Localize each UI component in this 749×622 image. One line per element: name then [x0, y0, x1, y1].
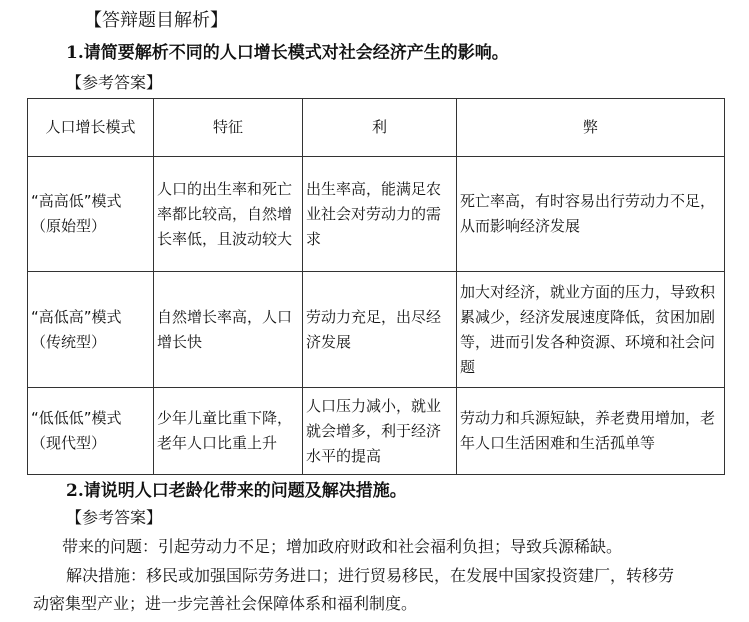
- table-row: [28, 157, 725, 272]
- header-con: 弊: [457, 99, 725, 157]
- mode-cell: “低低低”模式（现代型）: [28, 388, 154, 475]
- population-growth-table: [27, 98, 725, 475]
- con-cell: 劳动力和兵源短缺，养老费用增加，老年人口生活困难和生活孤单等: [457, 388, 725, 475]
- table-row: [28, 272, 725, 388]
- con-cell: 死亡率高，有时容易出行劳动力不足，从而影响经济发展: [457, 157, 725, 272]
- question-1: 1.请简要解析不同的人口增长模式对社会经济产生的影响。: [66, 43, 509, 63]
- pro-cell: 人口压力减小，就业就会增多，利于经济水平的提高: [303, 388, 457, 475]
- measures-paragraph-line-1: 解决措施：移民或加强国际劳务进口；进行贸易移民，在发展中国家投资建厂，转移劳: [66, 566, 675, 585]
- con-cell: 加大对经济，就业方面的压力，导致积累减少，经济发展速度降低，贫困加剧等，进而引发各种资源、环境和社会问题: [457, 272, 725, 388]
- reference-answer-label-2: 【参考答案】: [66, 508, 163, 527]
- feature-cell: 人口的出生率和死亡率都比较高，自然增长率低，且波动较大: [154, 157, 303, 272]
- pro-cell: 劳动力充足，出尽经济发展: [303, 272, 457, 388]
- table-header-row: [28, 99, 725, 157]
- feature-cell: 少年儿童比重下降，老年人口比重上升: [154, 388, 303, 475]
- pro-cell: 出生率高，能满足农业社会对劳动力的需求: [303, 157, 457, 272]
- feature-cell: 自然增长率高，人口增长快: [154, 272, 303, 388]
- mode-cell: “高低高”模式（传统型）: [28, 272, 154, 388]
- measures-paragraph-line-2: 动密集型产业；进一步完善社会保障体系和福利制度。: [33, 594, 418, 613]
- table-row: [28, 388, 725, 475]
- problems-paragraph: 带来的问题：引起劳动力不足；增加政府财政和社会福利负担；导致兵源稀缺。: [62, 537, 623, 556]
- question-2: 2.请说明人口老龄化带来的问题及解决措施。: [66, 481, 407, 501]
- header-feature: 特征: [154, 99, 303, 157]
- section-title: 【答辩题目解析】: [84, 10, 228, 31]
- reference-answer-label-1: 【参考答案】: [66, 73, 163, 92]
- mode-cell: “高高低”模式（原始型）: [28, 157, 154, 272]
- header-mode: 人口增长模式: [28, 99, 154, 157]
- header-pro: 利: [303, 99, 457, 157]
